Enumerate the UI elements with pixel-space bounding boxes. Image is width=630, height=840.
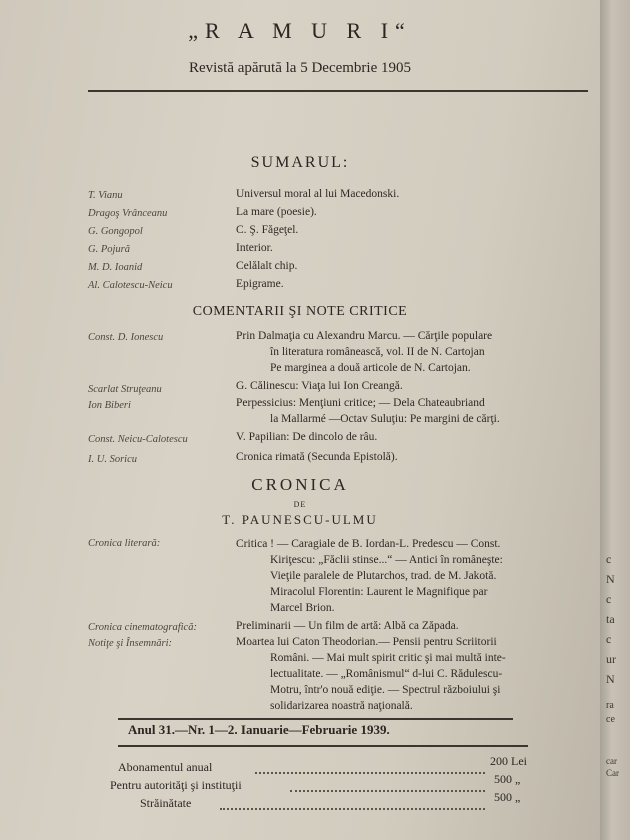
sumar-work: Universul moral al lui Macedonski. [236, 188, 400, 200]
cronica-line: Preliminarii — Un film de artă: Albă ca Zăpada. [236, 620, 459, 632]
sumar-work: Interior. [236, 242, 273, 254]
facing-page-fragment: Car [606, 768, 619, 778]
comentarii-line: Pe marginea a două articole de N. Cartojan. [270, 362, 471, 374]
facing-page-fragment: ur [606, 652, 616, 666]
cronica-de: DE [293, 500, 307, 509]
sumar-author: G. Gongopol [88, 226, 143, 237]
comentarii-author: Ion Biberi [88, 400, 131, 411]
facing-page-fragment: ce [606, 714, 615, 725]
cronica-heading: CRONICA [251, 475, 349, 494]
comentarii-author: I. U. Soricu [88, 454, 137, 465]
comentarii-line: G. Călinescu: Viaţa lui Ion Creangă. [236, 380, 403, 392]
comentarii-line: Cronica rimată (Secunda Epistolă). [236, 451, 398, 463]
comentarii-author: Const. D. Ionescu [88, 332, 164, 343]
subscription-label: Străinătate [140, 796, 192, 810]
cronica-line: lectualitate. — „Românismul“ d-lui C. Rădulescu- [270, 668, 503, 680]
sumar-heading: SUMARUL: [250, 154, 350, 171]
facing-page-fragment: c [606, 552, 612, 566]
sumar-author: T. Vianu [88, 190, 123, 201]
sumar-author: G. Pojură [88, 244, 130, 255]
cronica-line: Marcel Brion. [270, 602, 335, 614]
cronica-line: Kiriţescu: „Făclii stinse...“ — Antici în româneşte: [270, 554, 503, 566]
cronica-line: Critica ! — Caragiale de B. Iordan-L. Predescu — Const. [236, 538, 501, 550]
facing-page-fragment: car [606, 756, 617, 766]
sumar-work: Epigrame. [236, 278, 284, 290]
comentarii-line: Prin Dalmaţia cu Alexandru Marcu. — Cărţile populare [236, 330, 493, 342]
sumar-work: La mare (poesie). [236, 206, 317, 218]
subscription-price: 500 „ [494, 790, 521, 804]
header-rule [88, 90, 588, 92]
sumar-author: Al. Calotescu-Neicu [88, 280, 173, 291]
comentarii-heading: COMENTARII ŞI NOTE CRITICE [192, 304, 408, 319]
facing-page-fragment: c [606, 592, 612, 606]
comentarii-author: Scarlat Struţeanu [88, 384, 162, 395]
facing-page-fragment: c [606, 632, 612, 646]
cronica-line: solidarizarea noastră naţională. [270, 700, 413, 712]
cronica-section-label: Cronica cinematografică: [88, 622, 197, 633]
facing-page-fragment: N [606, 572, 615, 586]
journal-subtitle: Revistă apărută la 5 Decembrie 1905 [189, 60, 411, 76]
sumar-work: C. Ş. Făgeţel. [236, 224, 299, 236]
sumar-author: Dragoş Vrânceanu [88, 208, 168, 219]
subscription-label: Pentru autorităţi şi instituţii [110, 778, 242, 792]
subscription-price: 500 „ [494, 772, 521, 786]
comentarii-line: la Mallarmé —Octav Suluţiu: Pe margini de cărţi. [270, 413, 500, 425]
sumar-work: Celălalt chip. [236, 260, 298, 272]
dot-leader [220, 808, 485, 810]
cronica-line: Moartea lui Caton Theodorian.— Pensii pentru Scriitorii [236, 636, 497, 648]
dot-leader [290, 790, 485, 792]
issue-line: Anul 31.—Nr. 1—2. Ianuarie—Februarie 1939. [128, 722, 390, 737]
cronica-line: Motru, într'o nouă ediţie. — Spectrul războiului şi [270, 684, 501, 696]
subscription-price: 200 Lei [490, 754, 527, 768]
cronica-section-label: Notiţe şi Însemnări: [88, 638, 172, 649]
sumar-author: M. D. Ioanid [88, 262, 143, 273]
footer-rule-top [118, 718, 513, 720]
comentarii-line: V. Papilian: De dincolo de râu. [236, 431, 378, 443]
comentarii-author: Const. Neicu-Calotescu [88, 434, 188, 445]
comentarii-line: în literatura românească, vol. II de N. Cartojan [270, 346, 485, 358]
cronica-line: Miracolul Florentin: Laurent le Magnifique par [270, 586, 488, 598]
facing-page-edge [600, 0, 630, 840]
cronica-section-label: Cronica literară: [88, 538, 161, 549]
footer-rule-bottom [118, 745, 528, 747]
cronica-line: Vieţile paralele de Plutarchos, trad. de M. Jakotă. [270, 570, 497, 582]
dot-leader [255, 772, 485, 774]
cronica-author: T. PAUNESCU-ULMU [222, 512, 378, 527]
comentarii-line: Perpessicius: Menţiuni critice; — Dela Chateaubriand [236, 397, 485, 409]
journal-title: „R A M U R I“ [188, 18, 412, 43]
cronica-line: Români. — Mai mult spirit critic şi mai multă inte- [270, 652, 506, 664]
subscription-label: Abonamentul anual [118, 760, 213, 774]
facing-page-fragment: N [606, 672, 615, 686]
facing-page-fragment: ta [606, 612, 615, 626]
facing-page-fragment: ra [606, 700, 614, 711]
